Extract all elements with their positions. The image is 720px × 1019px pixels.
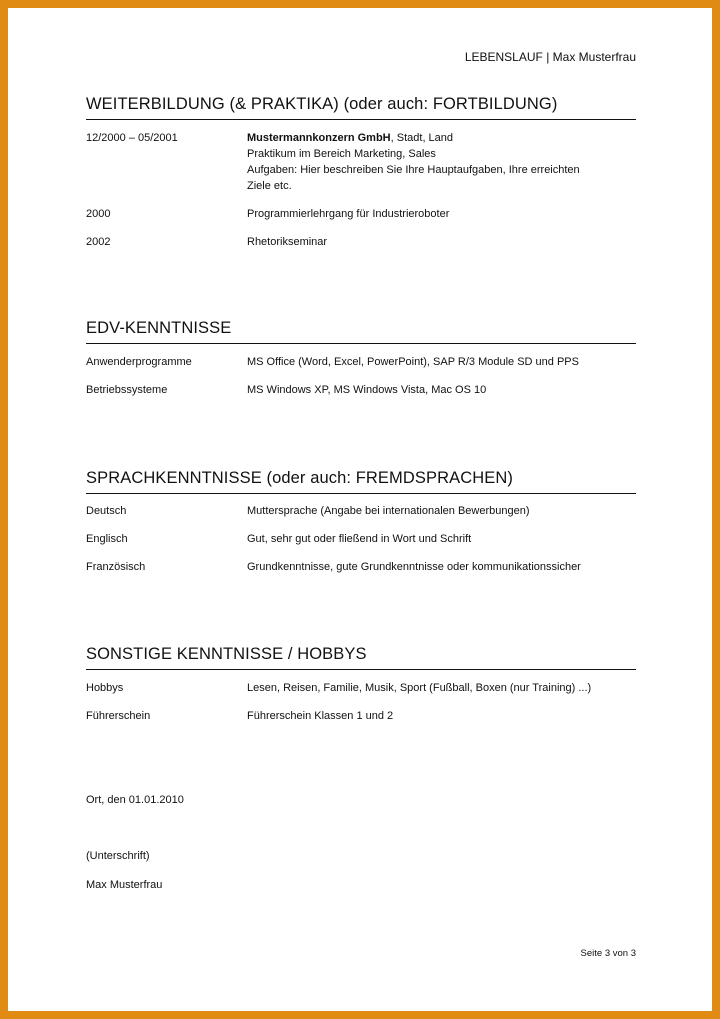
- entry-text: Programmierlehrgang für Industrieroboter: [247, 208, 450, 220]
- entry-company: Mustermannkonzern GmbH: [247, 132, 391, 144]
- place-date: Ort, den 01.01.2010: [86, 794, 184, 806]
- entry-line: Ziele etc.: [247, 180, 292, 192]
- entry-text: MS Office (Word, Excel, PowerPoint), SAP R/3 Module SD und PPS: [247, 356, 579, 368]
- entry-text: Grundkenntnisse, gute Grundkenntnisse oder kommunikationssicher: [247, 561, 581, 573]
- section-sprachen: [86, 469, 636, 494]
- entry-label: Deutsch: [86, 505, 127, 517]
- entry-location: , Stadt, Land: [390, 132, 454, 144]
- section-edv: [86, 319, 636, 344]
- section-title-edv: EDV-KENNTNISSE: [86, 319, 636, 344]
- entry-label: Hobbys: [86, 682, 124, 694]
- entry-label: Französisch: [86, 561, 146, 573]
- sprachen-entry-3: [86, 559, 636, 575]
- page-header: LEBENSLAUF | Max Musterfrau: [464, 50, 636, 64]
- entry-date: 2002: [86, 236, 111, 248]
- weiterbildung-entry-1: [86, 130, 636, 194]
- section-sonstige: [86, 645, 636, 670]
- sonstige-entry-2: [86, 708, 636, 724]
- section-title-weiterbildung: WEITERBILDUNG (& PRAKTIKA) (oder auch: FORTBILDUNG): [86, 95, 636, 120]
- entry-text: Muttersprache (Angabe bei internationalen Bewerbungen): [247, 505, 530, 517]
- entry-text: Rhetorikseminar: [247, 236, 328, 248]
- weiterbildung-entry-3: [86, 234, 636, 250]
- entry-text: Lesen, Reisen, Familie, Musik, Sport (Fußball, Boxen (nur Training) ...): [247, 682, 592, 694]
- signature-placeholder: (Unterschrift): [86, 850, 150, 862]
- entry-label: Anwenderprogramme: [86, 356, 192, 368]
- edv-entry-1: [86, 354, 636, 370]
- entry-line: Aufgaben: Hier beschreiben Sie Ihre Hauptaufgaben, Ihre erreichten: [247, 164, 580, 176]
- signer-name: Max Musterfrau: [86, 879, 163, 891]
- section-weiterbildung: [86, 95, 636, 120]
- entry-text: MS Windows XP, MS Windows Vista, Mac OS 10: [247, 384, 487, 396]
- entry-text: Gut, sehr gut oder fließend in Wort und Schrift: [247, 533, 472, 545]
- entry-label: Führerschein: [86, 710, 151, 722]
- section-title-sprachen: SPRACHKENNTNISSE (oder auch: FREMDSPRACHEN): [86, 469, 636, 494]
- sonstige-entry-1: [86, 680, 636, 696]
- entry-date: 12/2000 – 05/2001: [86, 132, 178, 144]
- cv-page: [8, 8, 712, 1011]
- entry-label: Englisch: [86, 533, 128, 545]
- weiterbildung-entry-2: [86, 206, 636, 222]
- section-title-sonstige: SONSTIGE KENNTNISSE / HOBBYS: [86, 645, 636, 670]
- edv-entry-2: [86, 382, 636, 398]
- entry-date: 2000: [86, 208, 111, 220]
- entry-line: Praktikum im Bereich Marketing, Sales: [247, 148, 436, 160]
- entry-label: Betriebssysteme: [86, 384, 168, 396]
- entry-text: Führerschein Klassen 1 und 2: [247, 710, 394, 722]
- sprachen-entry-1: [86, 503, 636, 519]
- page-number: Seite 3 von 3: [580, 948, 636, 959]
- sprachen-entry-2: [86, 531, 636, 547]
